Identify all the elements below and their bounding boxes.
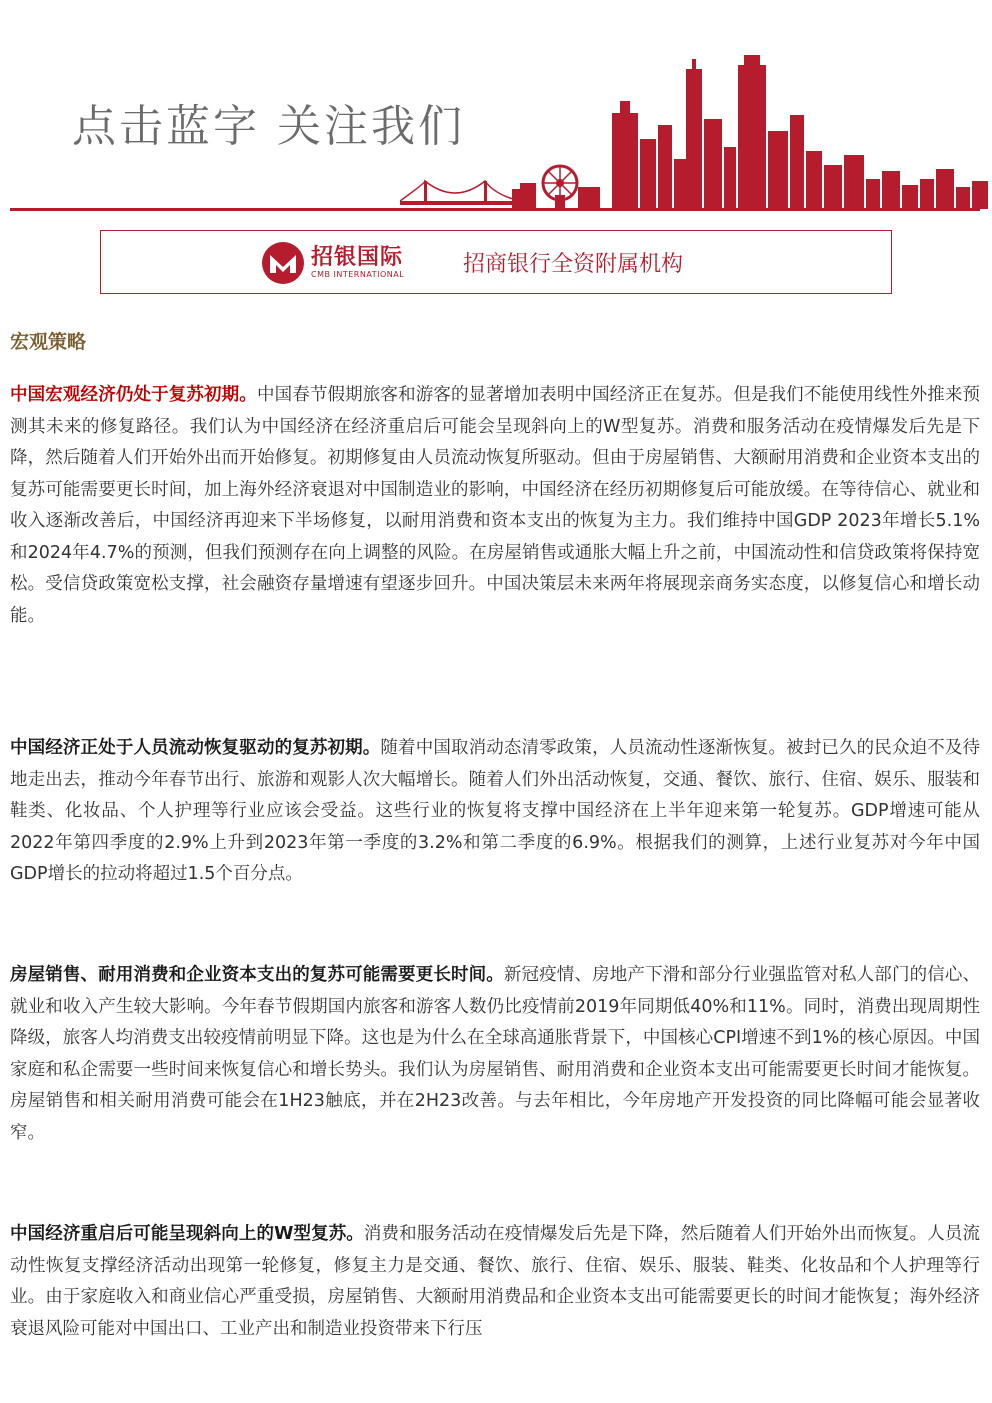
brand-name-cn: 招银国际 [311, 245, 404, 270]
paragraph-3 [10, 960, 980, 1149]
brand-tagline: 招商银行全资附属机构 [463, 252, 684, 277]
follow-us-title[interactable]: 点击蓝字 关注我们 [72, 101, 465, 152]
cmbi-logo-icon [261, 241, 305, 285]
section-title: 宏观策略 [10, 331, 87, 353]
paragraph-body: 中国春节假期旅客和游客的显著增加表明中国经济正在复苏。但是我们不能使用线性外推来预测其未来的修复路径。我们认为中国经济在经济重启后可能会呈现斜向上的W型复苏。消费和服务活动在疫情爆发后先是下降，然后随着人们开始外出而开始修复。初期修复由人员流动恢复所驱动。但由于房屋销售、大额耐用消费和企业资本支出的复苏可能需要更长时间，加上海外经济衰退对中国制造业的影响，中国经济在经历初期修复后可能放缓。在等待信心、就业和收入逐渐改善后，中国经济再迎来下半场修复，以耐用消费和资本支出的恢复为主力。我们维持中国GDP 2023年增长5.1%和2024年4.7%的预测，但我们预测存在向上调整的风险。在房屋销售或通胀大幅上升之前，中国流动性和信贷政策将保持宽松。受信贷政策宽松支撑，社会融资存量增速有望逐步回升。中国决策层未来两年将展现亲商务实态度，以修复信心和增长动能。 [10, 385, 981, 626]
paragraph-body: 消费和服务活动在疫情爆发后先是下降，然后随着人们开始外出而恢复。人员流动性恢复支撑经济活动出现第一轮修复，修复主力是交通、餐饮、旅行、住宿、娱乐、服装、鞋类、化妆品和个人护理等行业。由于家庭收入和商业信心严重受损，房屋销售、大额耐用消费品和企业资本支出可能需要更长的时间才能恢复；海外经济衰退风险可能对中国出口、工业产出和制造业投资带来下行压 [10, 1224, 980, 1339]
paragraph-body: 随着中国取消动态清零政策，人员流动性逐渐恢复。被封已久的民众迫不及待地走出去，推动今年春节出行、旅游和观影人次大幅增长。随着人们外出活动恢复，交通、餐饮、旅行、住宿、娱乐、服装和鞋类、化妆品、个人护理等行业应该会受益。这些行业的恢复将支撑中国经济在上半年迎来第一轮复苏。GDP增速可能从2022年第四季度的2.9%上升到2023年第一季度的3.2%和第二季度的6.9%。根据我们的测算，上述行业复苏对今年中国GDP增长的拉动将超过1.5个百分点。 [10, 738, 981, 884]
brand-name-en: CMB INTERNATIONAL [311, 270, 405, 279]
brand-banner [100, 230, 892, 294]
city-skyline-illustration [400, 55, 990, 215]
page-header [0, 0, 992, 215]
paragraph-lead: 中国经济正处于人员流动恢复驱动的复苏初期。 [10, 738, 381, 758]
paragraph-body: 新冠疫情、房地产下滑和部分行业强监管对私人部门的信心、就业和收入产生较大影响。今年春节假期国内旅客和游客人数仍比疫情前2019年同期低40%和11%。同时，消费出现周期性降级，旅客人均消费支出较疫情前明显下降。这也是为什么在全球高通胀背景下，中国核心CPI增速不到1%的核心原因。中国家庭和私企需要一些时间来恢复信心和增长势头。我们认为房屋销售、耐用消费和企业资本支出可能需要更长时间才能恢复。房屋销售和相关耐用消费可能会在1H23触底，并在2H23改善。与去年相比，今年房地产开发投资的同比降幅可能会显著收窄。 [10, 965, 980, 1143]
paragraph-1 [10, 380, 980, 632]
paragraph-lead: 中国宏观经济仍处于复苏初期。 [10, 385, 257, 405]
paragraph-lead: 中国经济重启后可能呈现斜向上的W型复苏。 [10, 1224, 364, 1244]
header-divider [10, 208, 980, 211]
paragraph-2 [10, 733, 980, 891]
paragraph-4 [10, 1219, 980, 1345]
paragraph-lead: 房屋销售、耐用消费和企业资本支出的复苏可能需要更长时间。 [10, 965, 504, 985]
